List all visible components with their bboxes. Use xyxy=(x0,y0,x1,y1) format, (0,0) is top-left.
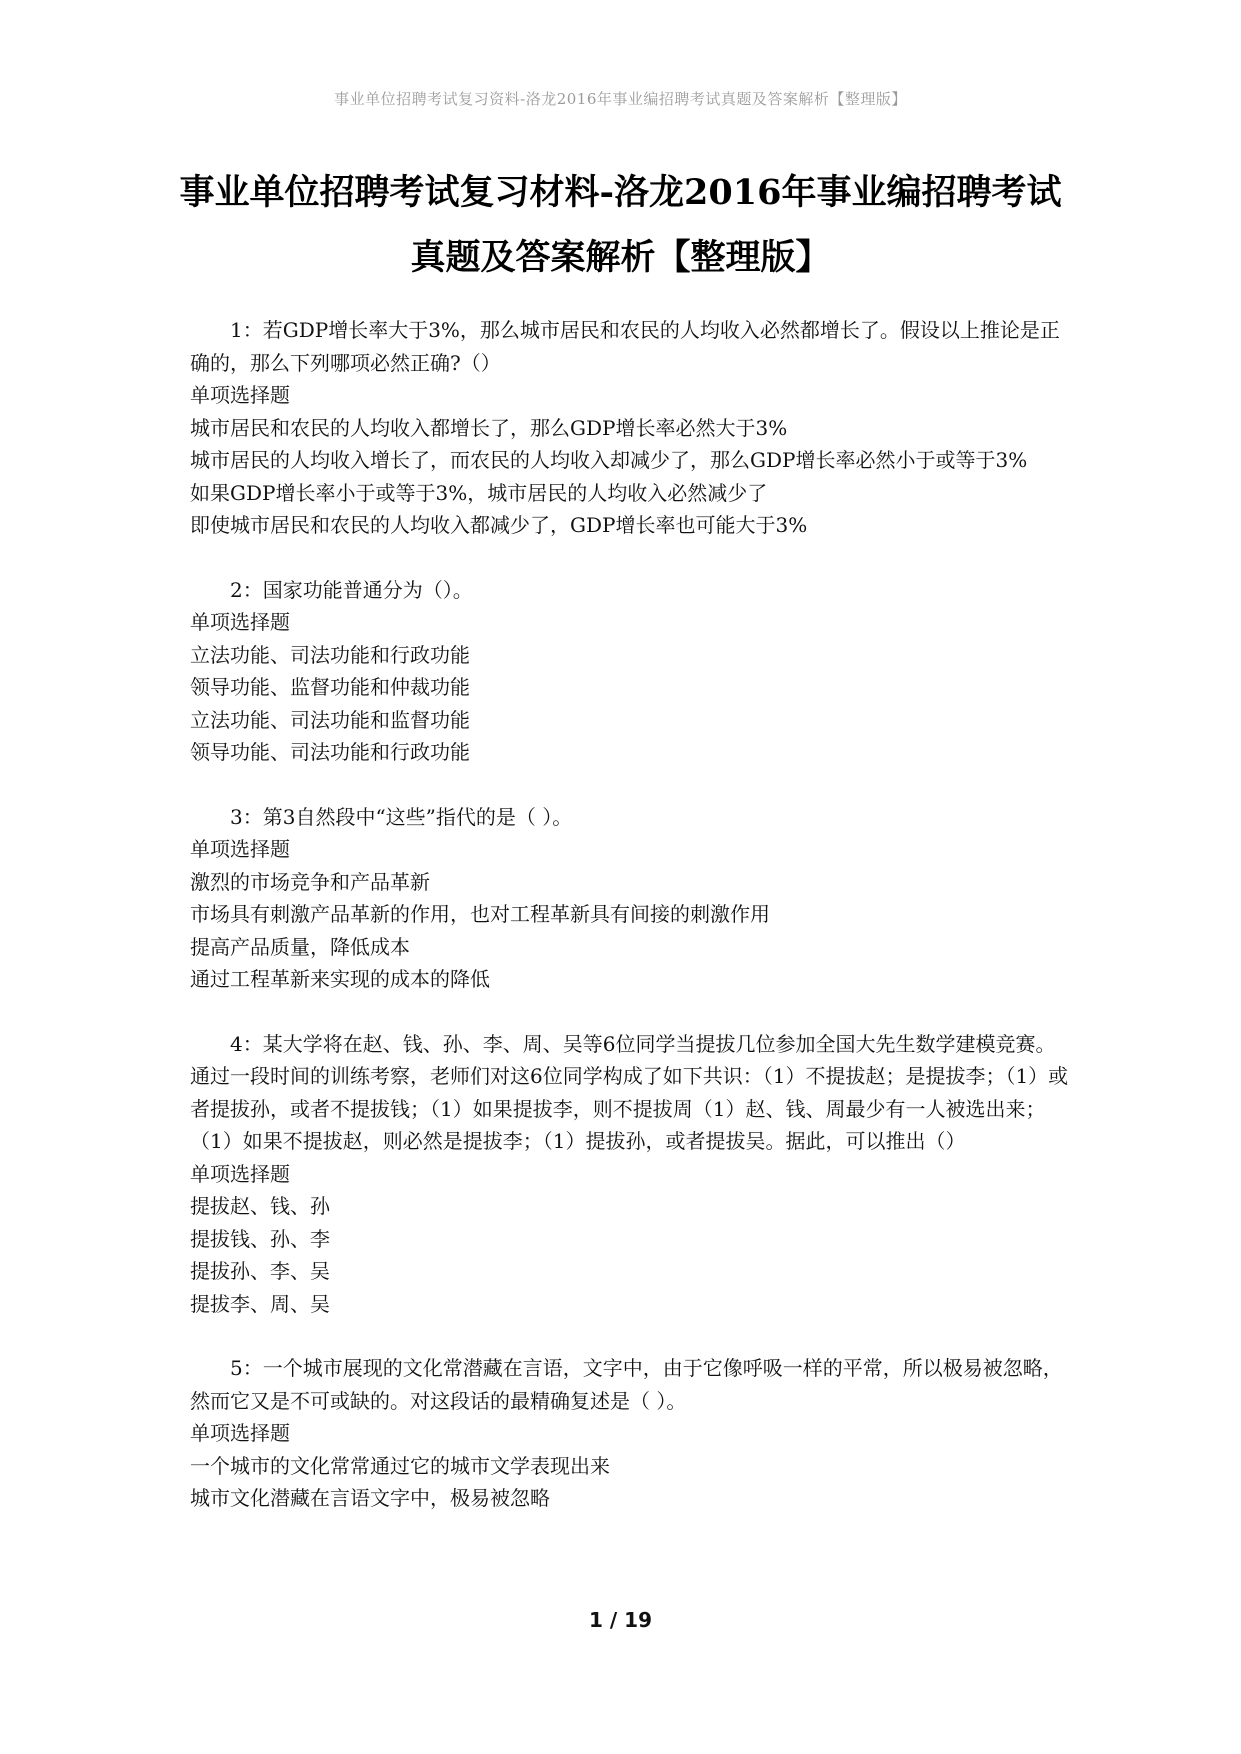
question-option: 一个城市的文化常常通过它的城市文学表现出来 xyxy=(190,1453,610,1478)
question-type: 单项选择题 xyxy=(190,383,290,407)
question-option: 领导功能、监督功能和仲裁功能 xyxy=(190,675,470,699)
question-list xyxy=(190,314,1070,1515)
question-option: 城市居民和农民的人均收入都增长了，那么GDP增长率必然大于3% xyxy=(190,415,788,440)
question-option: 通过工程革新来实现的成本的降低 xyxy=(190,967,490,991)
question-4 xyxy=(190,1028,1070,1321)
question-option: 激烈的市场竞争和产品革新 xyxy=(190,869,430,894)
question-type: 单项选择题 xyxy=(190,610,290,634)
question-stem: 5：一个城市展现的文化常潜藏在言语，文字中，由于它像呼吸一样的平常，所以极易被忽略，然而它又是不可或缺的。对这段话的最精确复述是（ ）。 xyxy=(190,1356,1063,1413)
question-option: 提高产品质量，降低成本 xyxy=(190,934,410,959)
question-stem: 3：第3自然段中“这些”指代的是（ ）。 xyxy=(230,804,573,829)
question-type: 单项选择题 xyxy=(190,1421,290,1445)
document-title xyxy=(150,160,1091,290)
question-3 xyxy=(190,801,1070,996)
page-number: 1 / 19 xyxy=(589,1608,652,1632)
question-option: 城市文化潜藏在言语文字中，极易被忽略 xyxy=(190,1486,550,1510)
running-header: 事业单位招聘考试复习资料-洛龙2016年事业编招聘考试真题及答案解析【整理版】 xyxy=(334,90,907,108)
question-option: 即使城市居民和农民的人均收入都减少了，GDP增长率也可能大于3% xyxy=(190,513,808,537)
question-option: 领导功能、司法功能和行政功能 xyxy=(190,740,470,764)
question-type: 单项选择题 xyxy=(190,1161,290,1186)
question-option: 市场具有刺激产品革新的作用，也对工程革新具有间接的刺激作用 xyxy=(190,902,770,926)
question-1 xyxy=(190,314,1070,542)
question-stem: 1：若GDP增长率大于3%，那么城市居民和农民的人均收入必然都增长了。假设以上推论是正确的，那么下列哪项必然正确?（） xyxy=(190,318,1060,375)
question-option: 提拔钱、孙、李 xyxy=(190,1226,330,1251)
question-option: 提拔孙、李、吴 xyxy=(190,1259,330,1283)
question-option: 立法功能、司法功能和行政功能 xyxy=(190,642,470,667)
question-stem: 2：国家功能普通分为（）。 xyxy=(230,577,473,602)
question-option: 如果GDP增长率小于或等于3%，城市居民的人均收入必然减少了 xyxy=(190,480,768,505)
question-option: 立法功能、司法功能和监督功能 xyxy=(190,707,470,732)
question-5 xyxy=(190,1352,1070,1515)
document-title-line-1: 事业单位招聘考试复习材料-洛龙2016年事业编招聘考试 xyxy=(179,172,1062,213)
question-option: 提拔赵、钱、孙 xyxy=(190,1194,330,1218)
document-title-line-2: 真题及答案解析【整理版】 xyxy=(410,237,831,278)
question-2 xyxy=(190,574,1070,769)
question-option: 城市居民的人均收入增长了，而农民的人均收入却减少了，那么GDP增长率必然小于或等于3% xyxy=(190,448,1028,472)
question-type: 单项选择题 xyxy=(190,837,290,861)
question-stem: 4：某大学将在赵、钱、孙、李、周、吴等6位同学当提拔几位参加全国大先生数学建模竞赛。通过一段时间的训练考察，老师们对这6位同学构成了如下共识：（1）不提拔赵；是提拔李；（1）或者提拔孙，或者不提拔钱；（1）如果提拔李，则不提拔周（1）赵、钱、周最少有一人被选出来；（1）如果不提拔赵，则必然是提拔李；（1）提拔孙，或者提拔吴。据此，可以推出（） xyxy=(190,1031,1069,1153)
question-option: 提拔李、周、吴 xyxy=(190,1291,330,1316)
